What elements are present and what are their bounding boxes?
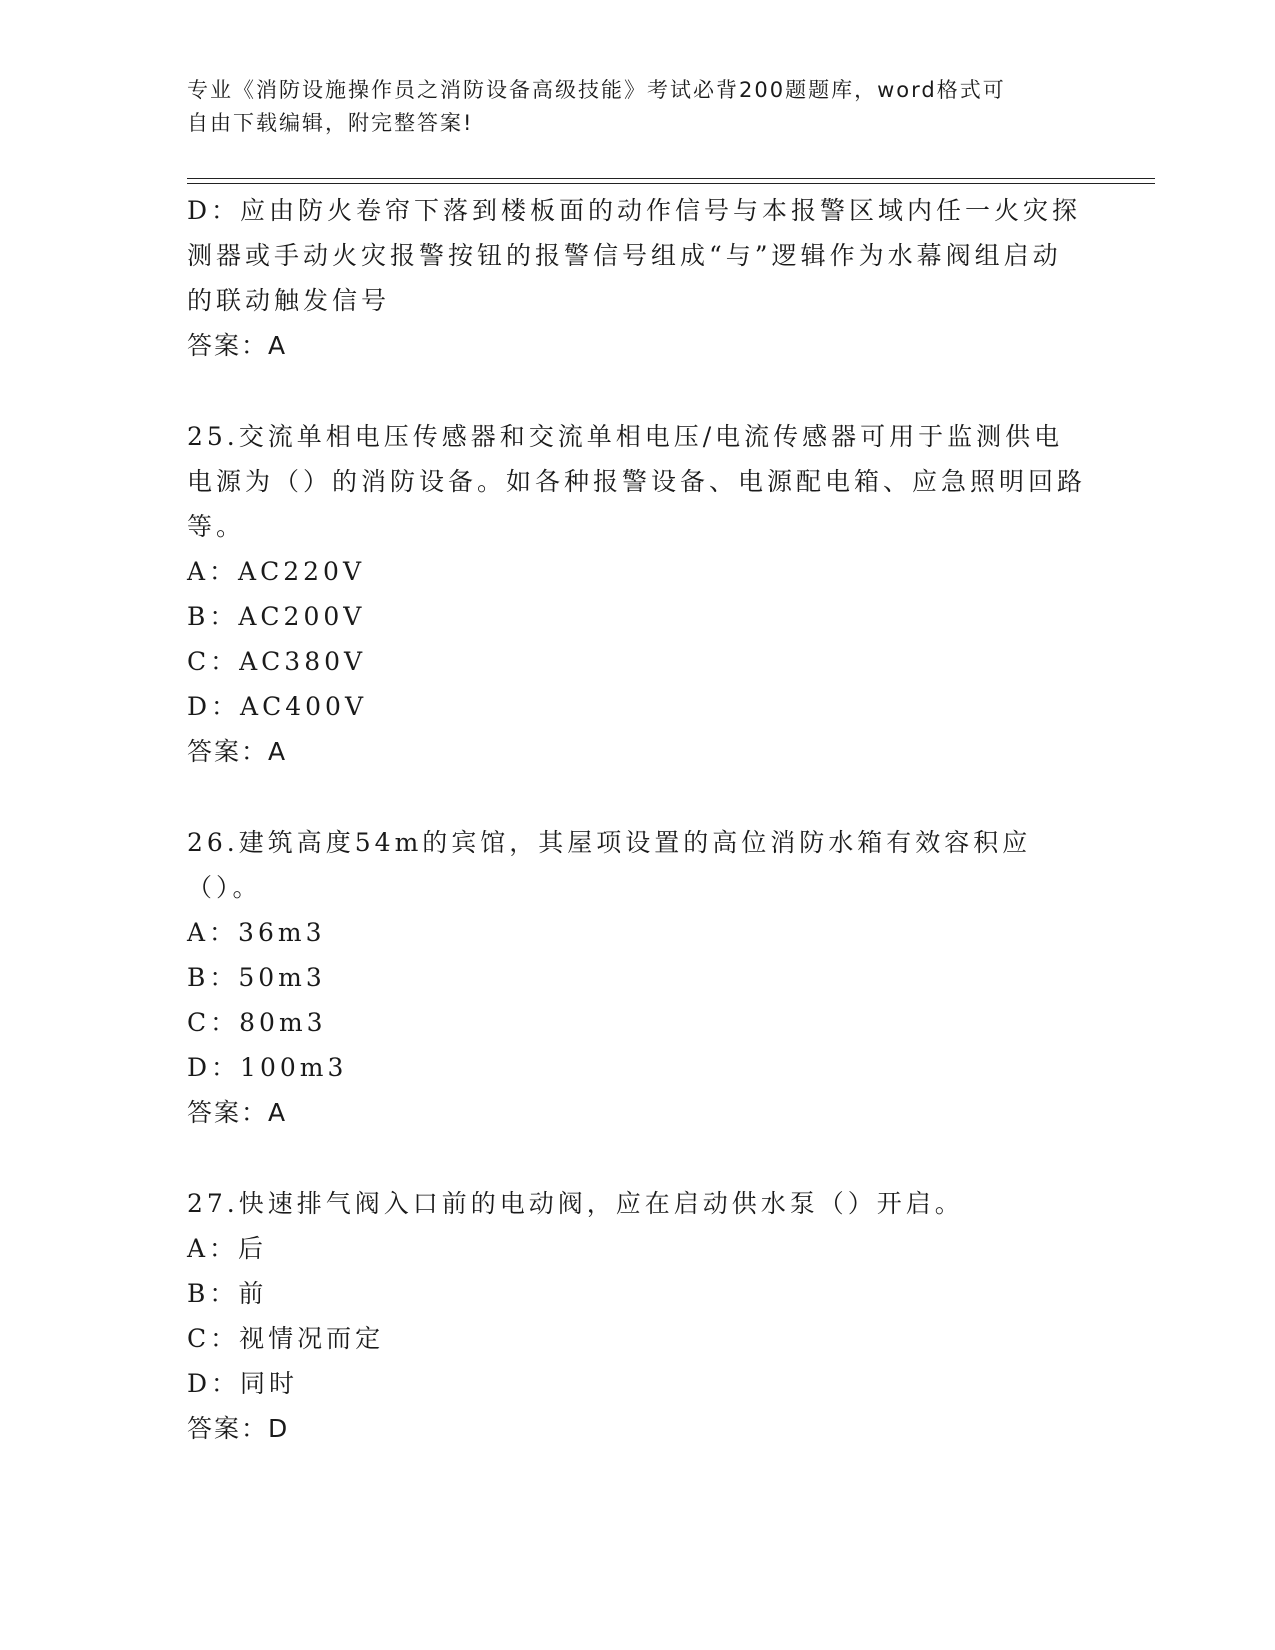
spacer: [187, 774, 1087, 820]
header-divider-top: [187, 178, 1155, 179]
option-d: D：同时: [187, 1369, 299, 1398]
document-header: [187, 74, 1087, 140]
spacer: [187, 368, 1087, 414]
option-d: D：应由防火卷帘下落到楼板面的动作信号与本报警区域内任一火灾探测器或手动火灾报警按钮的报警信号组成“与”逻辑作为水幕阀组启动的联动触发信号: [187, 196, 1082, 315]
question-block-26: [187, 820, 1087, 1135]
option-d: D：AC400V: [187, 692, 367, 721]
header-title-line-2: 自由下载编辑，附完整答案!: [187, 111, 474, 135]
answer-line: 答案：D: [187, 1414, 290, 1443]
option-a: A：后: [187, 1234, 268, 1263]
question-block-27: [187, 1181, 1087, 1451]
question-stem: 26.建筑高度54m的宾馆，其屋项设置的高位消防水箱有效容积应（）。: [187, 828, 1032, 902]
option-d: D：100m3: [187, 1053, 348, 1082]
option-b: B：AC200V: [187, 602, 366, 631]
option-b: B：50m3: [187, 963, 326, 992]
header-title-line-1: 专业《消防设施操作员之消防设备高级技能》考试必背200题题库，word格式可: [187, 78, 1006, 102]
question-stem: 25.交流单相电压传感器和交流单相电压/电流传感器可用于监测供电电源为（）的消防设备。如各种报警设备、电源配电箱、应急照明回路等。: [187, 422, 1087, 541]
option-a: A：36m3: [187, 918, 326, 947]
question-stem: 27.快速排气阀入口前的电动阀，应在启动供水泵（）开启。: [187, 1189, 964, 1218]
option-b: B：前: [187, 1279, 268, 1308]
option-a: A：AC220V: [187, 557, 366, 586]
option-c: C：80m3: [187, 1008, 327, 1037]
option-c: C：视情况而定: [187, 1324, 385, 1353]
spacer: [187, 1135, 1087, 1181]
answer-line: 答案：A: [187, 331, 288, 360]
question-content: [187, 188, 1087, 1451]
answer-line: 答案：A: [187, 1098, 288, 1127]
header-divider-bottom: [187, 183, 1155, 184]
answer-line: 答案：A: [187, 737, 288, 766]
previous-question-continuation: [187, 188, 1087, 368]
question-block-25: [187, 414, 1087, 774]
option-c: C：AC380V: [187, 647, 367, 676]
